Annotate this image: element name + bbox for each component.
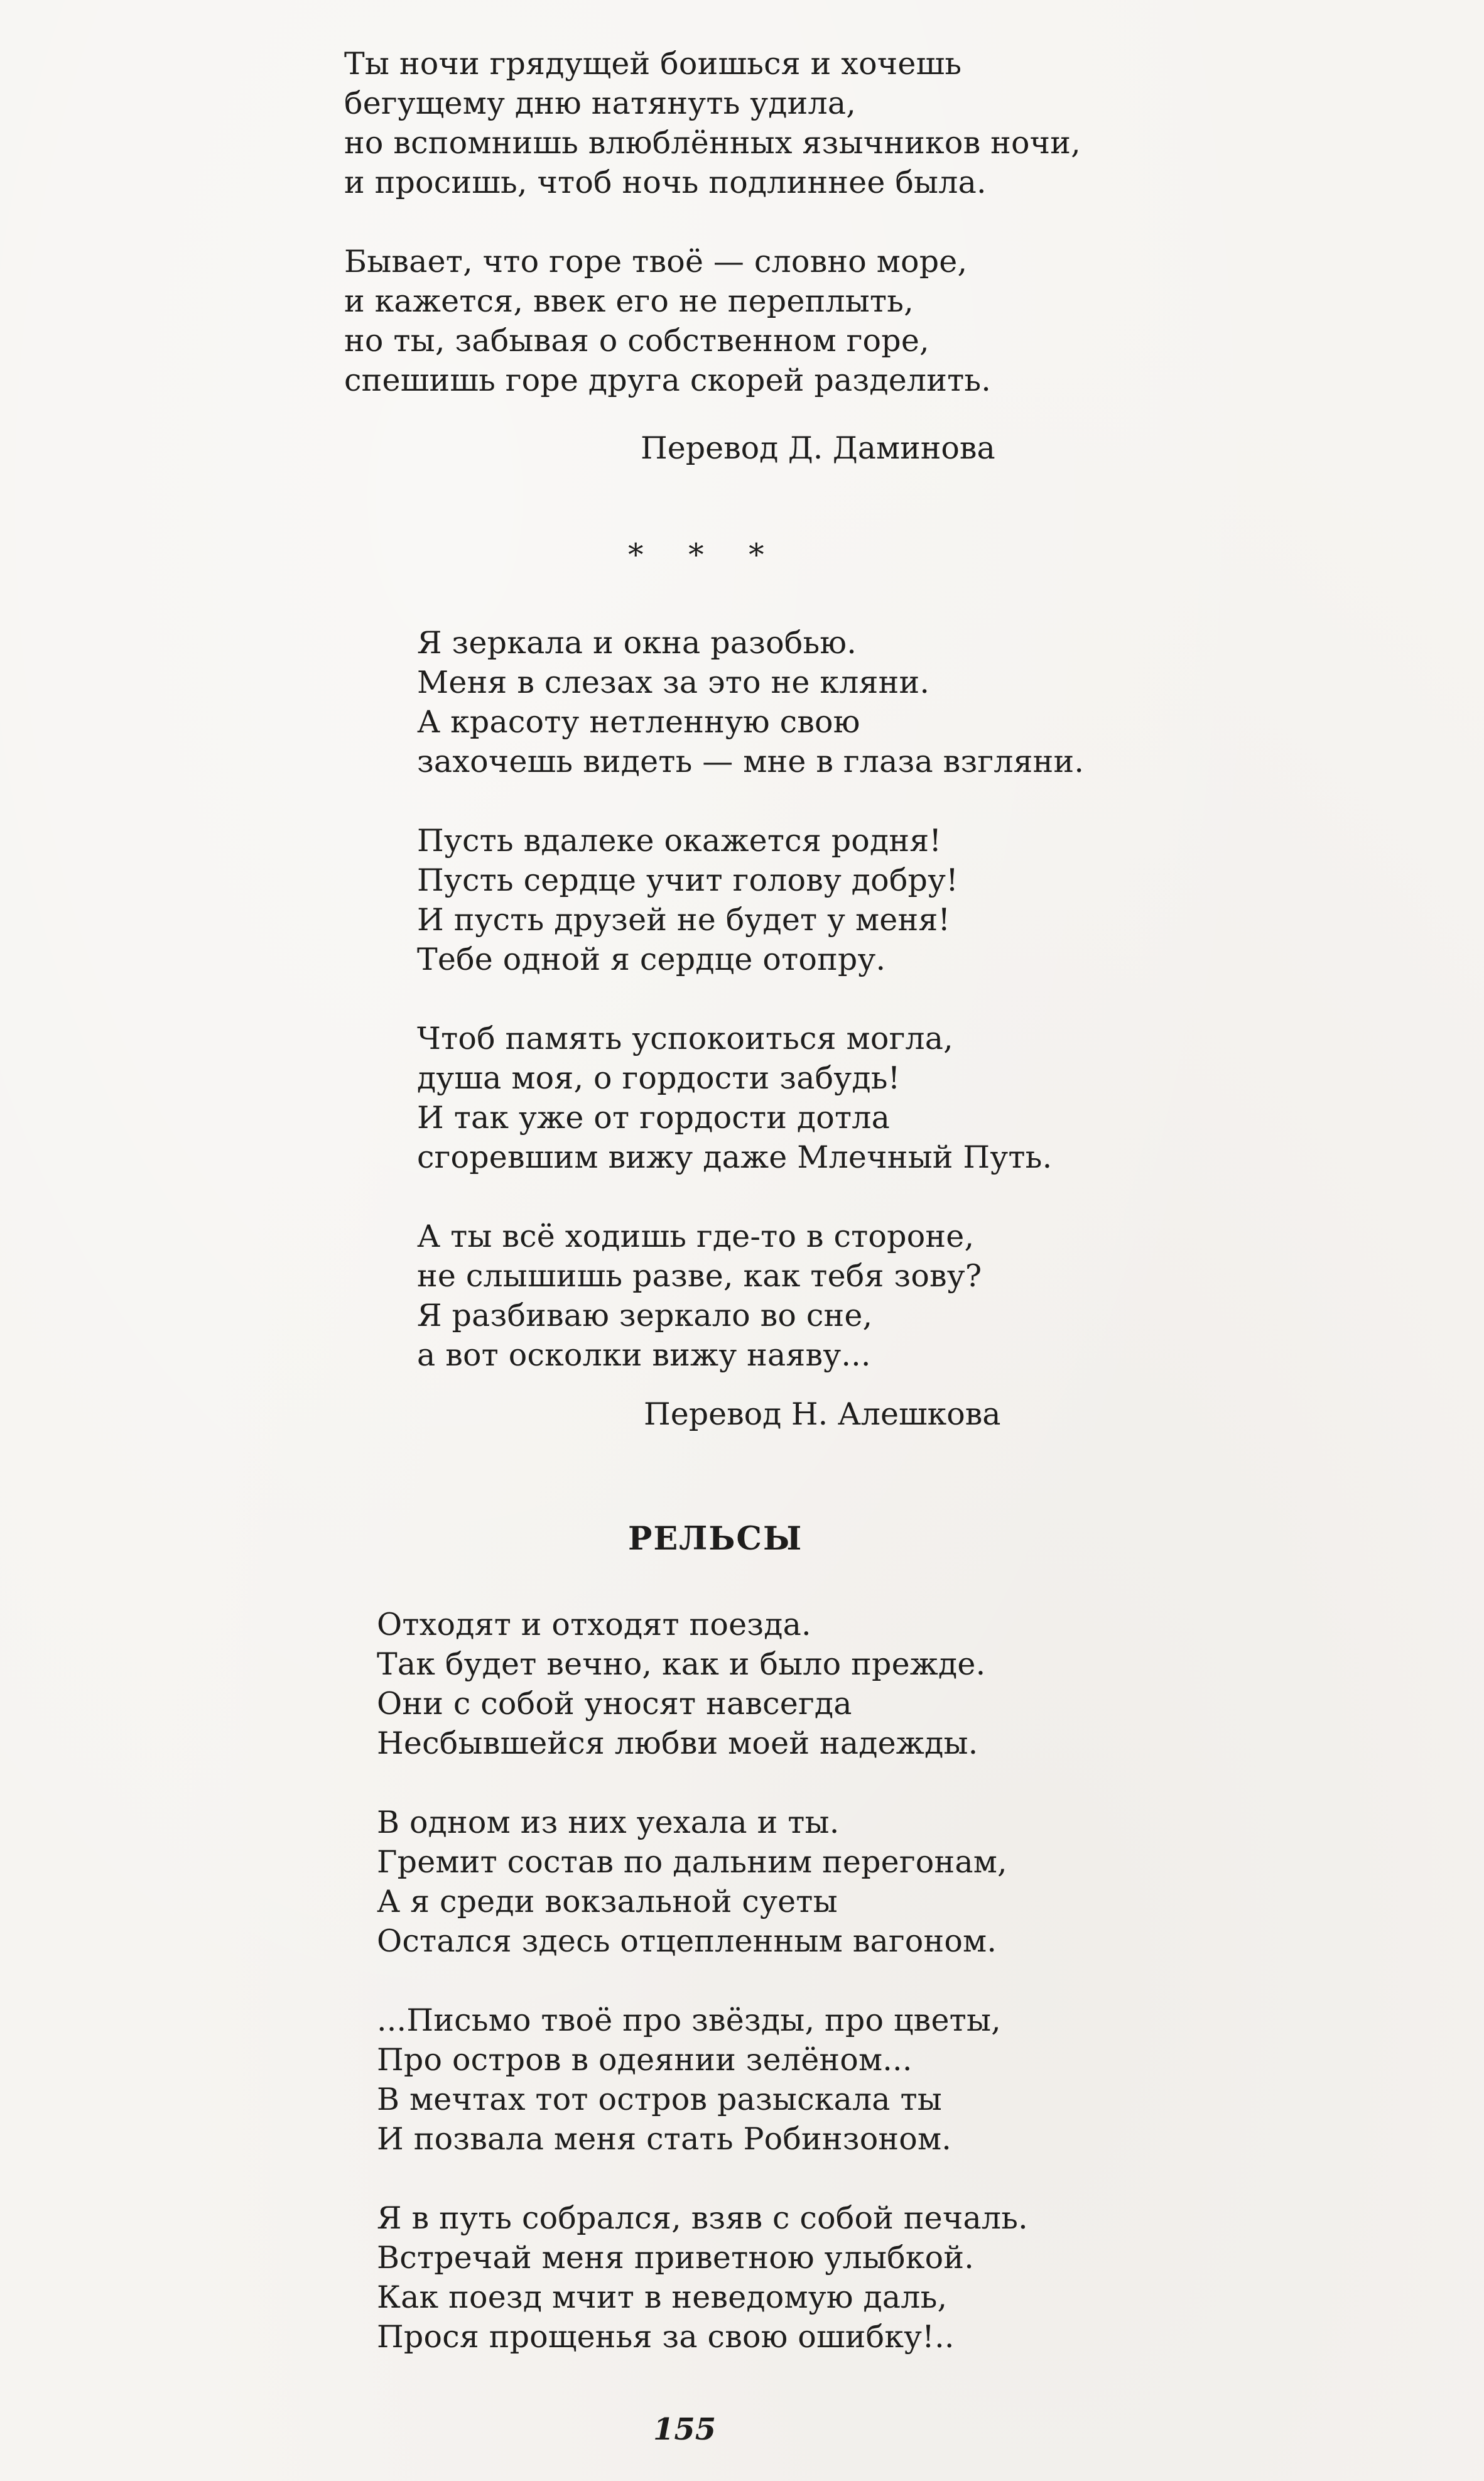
poem-2-stanza-3 bbox=[417, 1019, 1084, 1177]
poem-1-stanza-1 bbox=[344, 44, 1081, 202]
verse-line: Чтоб память успокоиться могла, bbox=[417, 1021, 953, 1056]
verse-line: Так будет вечно, как и было прежде. bbox=[377, 1646, 986, 1682]
poem-3-stanza-3 bbox=[377, 2001, 1028, 2159]
verse-line: ...Письмо твоё про звёзды, про цветы, bbox=[377, 2002, 1001, 2038]
verse-line: а вот осколки вижу наяву... bbox=[417, 1337, 871, 1373]
poem-3 bbox=[377, 1605, 1028, 2357]
verse-line: спешишь горе друга скорей разделить. bbox=[344, 362, 992, 398]
verse-line: В мечтах тот остров разыскала ты bbox=[377, 2082, 943, 2117]
verse-line: Как поезд мчит в неведомую даль, bbox=[377, 2279, 948, 2315]
verse-line: сгоревшим вижу даже Млечный Путь. bbox=[417, 1139, 1053, 1175]
verse-line: Гремит состав по дальним перегонам, bbox=[377, 1844, 1007, 1880]
poem-2-stanza-2 bbox=[417, 821, 1084, 979]
poem-3-stanza-4 bbox=[377, 2198, 1028, 2357]
verse-line: Меня в слезах за это не кляни. bbox=[417, 665, 930, 700]
poem-3-stanza-2 bbox=[377, 1803, 1028, 1961]
verse-line: не слышишь разве, как тебя зову? bbox=[417, 1258, 982, 1294]
verse-line: захочешь видеть — мне в глаза взгляни. bbox=[417, 744, 1085, 779]
verse-line: Остался здесь отцепленным вагоном. bbox=[377, 1923, 997, 1959]
poem-3-stanza-1 bbox=[377, 1605, 1028, 1763]
verse-line: Они с собой уносят навсегда bbox=[377, 1686, 852, 1722]
verse-line: И пусть друзей не будет у меня! bbox=[417, 902, 951, 938]
verse-line: Я разбиваю зеркало во сне, bbox=[417, 1298, 873, 1333]
verse-line: А я среди вокзальной суеты bbox=[377, 1884, 838, 1919]
verse-line: но вспомнишь влюблённых язычников ночи, bbox=[344, 125, 1081, 161]
verse-line: Прося прощенья за свою ошибку!.. bbox=[377, 2319, 955, 2355]
verse-line: И так уже от гордости дотла bbox=[417, 1100, 891, 1136]
verse-line: Несбывшейся любви моей надежды. bbox=[377, 1725, 978, 1761]
section-separator: * * * bbox=[628, 537, 782, 573]
verse-line: А ты всё ходишь где-то в стороне, bbox=[417, 1219, 975, 1254]
poem-2-stanza-1 bbox=[417, 623, 1084, 781]
verse-line: Пусть сердце учит голову добру! bbox=[417, 862, 959, 898]
verse-line: Про остров в одеянии зелёном... bbox=[377, 2042, 913, 2078]
verse-line: Бывает, что горе твоё — словно море, bbox=[344, 244, 968, 280]
verse-line: А красоту нетленную свою bbox=[417, 704, 860, 740]
verse-line: Встречай меня приветною улыбкой. bbox=[377, 2240, 975, 2276]
poem-2-stanza-4 bbox=[417, 1217, 1084, 1375]
verse-line: бегущему дню натянуть удила, bbox=[344, 85, 857, 121]
translator-credit-1: Перевод Д. Даминова bbox=[641, 430, 995, 466]
verse-line: Ты ночи грядущей боишься и хочешь bbox=[344, 46, 962, 82]
verse-line: Я в путь собрался, взяв с собой печаль. bbox=[377, 2200, 1028, 2236]
poem-2 bbox=[417, 623, 1084, 1375]
verse-line: Я зеркала и окна разобью. bbox=[417, 625, 857, 661]
poem-title: РЕЛЬСЫ bbox=[628, 1520, 803, 1558]
verse-line: Тебе одной я сердце отопру. bbox=[417, 942, 886, 977]
verse-line: В одном из них уехала и ты. bbox=[377, 1805, 840, 1840]
verse-line: и кажется, ввек его не переплыть, bbox=[344, 283, 914, 319]
translator-credit-2: Перевод Н. Алешкова bbox=[644, 1396, 1001, 1432]
verse-line: душа моя, о гордости забудь! bbox=[417, 1060, 901, 1096]
poem-1 bbox=[344, 44, 1081, 400]
verse-line: Пусть вдалеке окажется родня! bbox=[417, 823, 942, 859]
verse-line: и просишь, чтоб ночь подлиннее была. bbox=[344, 165, 987, 200]
verse-line: И позвала меня стать Робинзоном. bbox=[377, 2121, 952, 2157]
verse-line: Отходят и отходят поезда. bbox=[377, 1607, 811, 1642]
page-number: 155 bbox=[653, 2412, 717, 2447]
poem-1-stanza-2 bbox=[344, 242, 1081, 400]
verse-line: но ты, забывая о собственном горе, bbox=[344, 323, 929, 359]
